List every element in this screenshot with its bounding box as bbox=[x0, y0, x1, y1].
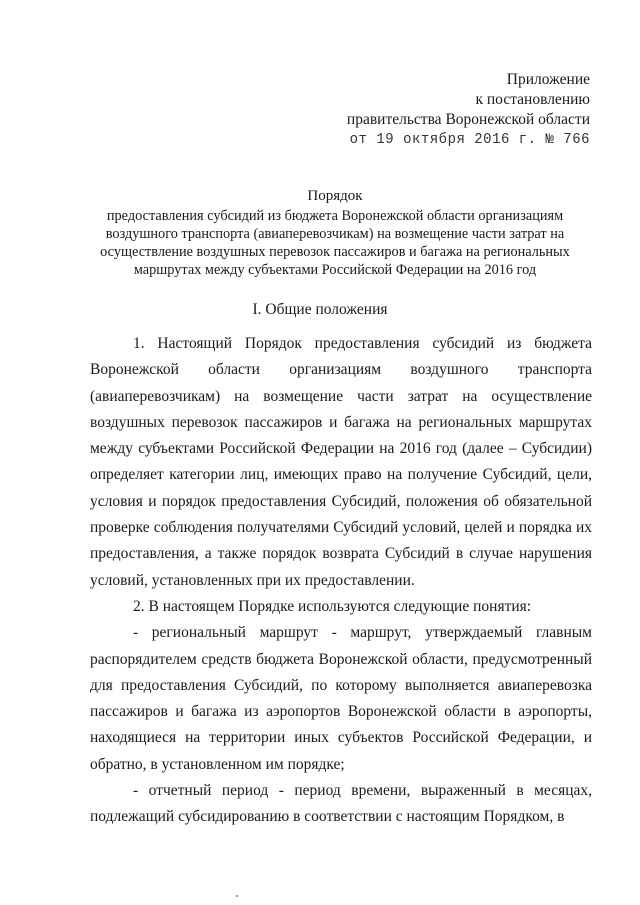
paragraph-3: - региональный маршрут - маршрут, утверждаемый главным распорядителем средств бюджета Воронежской области, предусмотренный для предоставления Субсидий, по которому выполняется авиаперевозка пассажиров и багажа из аэропортов Воронежской области в аэропорты, находящиеся на территории иных субъектов Российской Федерации, и обратно, в установленном им порядке; bbox=[90, 624, 592, 773]
appendix-date-stamp: от 19 октября 2016 г. № 766 bbox=[349, 131, 590, 149]
appendix-line-2: к постановлению bbox=[475, 91, 590, 108]
title-line-2: воздушного транспорта (авиаперевозчикам) на возмещение части затрат на bbox=[105, 226, 565, 242]
paragraph-1: 1. Настоящий Порядок предоставления субсидий из бюджета Воронежской области организациям воздушного транспорта (авиаперевозчикам) на возмещение части затрат на осуществление воздушных перевозок пассажиров и багажа на региональных маршрутах между субъектами Российской Федерации на 2016 год (далее – Субсидии) определяет категории лиц, имеющих право на получение Субсидий, цели, условия и порядок предоставления Субсидий, положения об обязательной проверке соблюдения получателями Субсидий условий, целей и порядка их предоставления, а также порядок возврата Субсидий в случае нарушения условий, установленных при их предоставлении. bbox=[90, 335, 592, 589]
title-line-1: предоставления субсидий из бюджета Воронежской области организациям bbox=[106, 208, 564, 224]
scan-speck bbox=[236, 895, 238, 897]
document-title bbox=[80, 187, 590, 279]
document-body bbox=[90, 331, 592, 831]
appendix-line-1: Приложение bbox=[506, 71, 590, 88]
section-heading: I. Общие положения bbox=[252, 301, 388, 318]
title-main: Порядок bbox=[307, 188, 363, 204]
paragraph-4: - отчетный период - период времени, выраженный в месяцах, подлежащий субсидированию в соответствии с настоящим Порядком, в bbox=[90, 782, 592, 826]
title-line-3: осуществление воздушных перевозок пассажиров и багажа на региональных bbox=[100, 244, 570, 260]
appendix-block bbox=[347, 70, 590, 150]
paragraph-2: 2. В настоящем Порядке используются следующие понятия: bbox=[133, 597, 532, 615]
title-line-4: маршрутах между субъектами Российской Федерации на 2016 год bbox=[133, 262, 537, 278]
appendix-line-3: правительства Воронежской области bbox=[346, 111, 590, 128]
